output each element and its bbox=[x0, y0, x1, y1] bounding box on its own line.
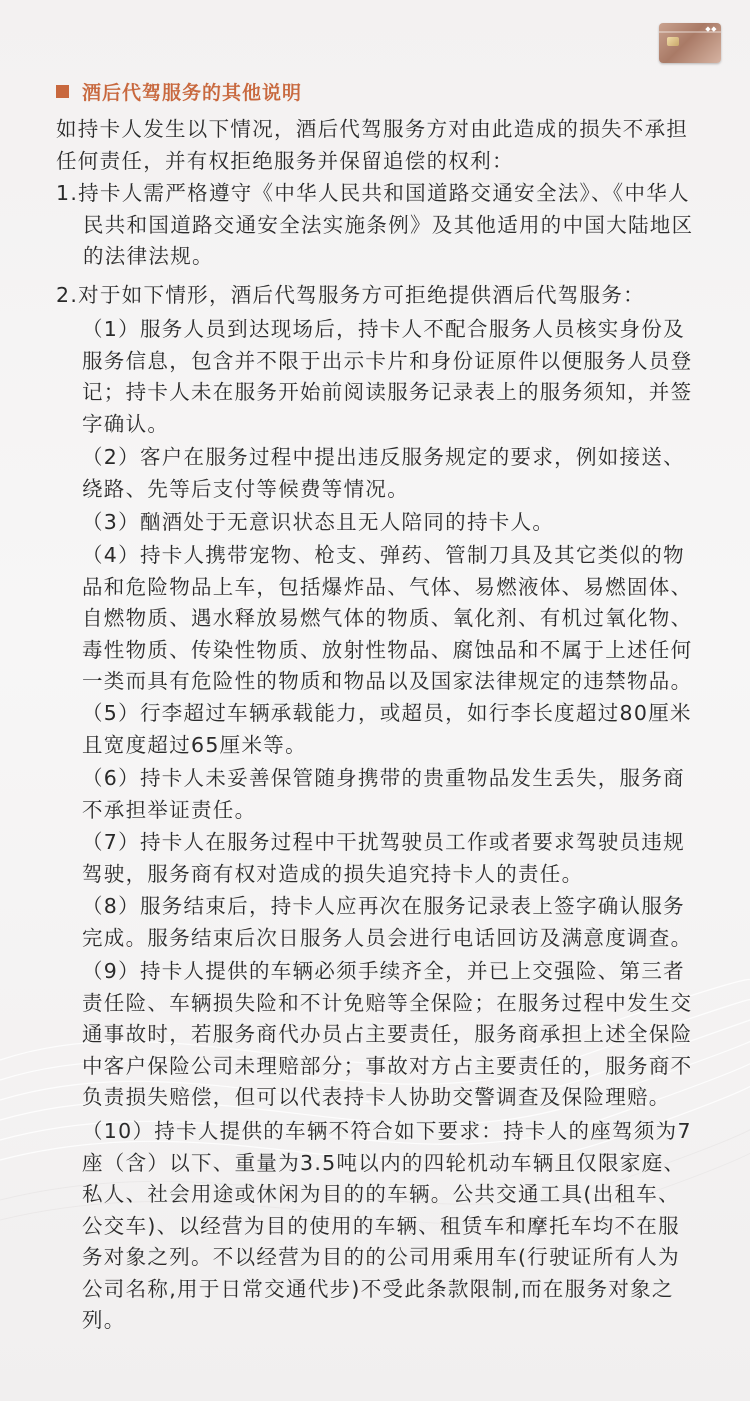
sub-list-item: （5）行李超过车辆承载能力，或超员，如行李长度超过80厘米且宽度超过65厘米等。 bbox=[82, 701, 692, 757]
section-heading bbox=[56, 78, 302, 105]
card-chip-icon bbox=[667, 37, 679, 46]
list-item: 1.持卡人需严格遵守《中华人民共和国道路交通安全法》、《中华人民共和国道路交通安全法实施条例》及其他适用的中国大陆地区的法律法规。 bbox=[56, 181, 694, 268]
sub-list-item: （1）服务人员到达现场后，持卡人不配合服务人员核实身份及服务信息，包含并不限于出示卡片和身份证原件以便服务人员登记；持卡人未在服务开始前阅读服务记录表上的服务须知，并签字确认。 bbox=[82, 317, 693, 436]
sub-list-item: （3）酗酒处于无意识状态且无人陪同的持卡人。 bbox=[82, 510, 555, 534]
sub-list-item: （8）服务结束后，持卡人应再次在服务记录表上签字确认服务完成。服务结束后次日服务人员会进行电话回访及满意度调查。 bbox=[82, 894, 693, 950]
sub-list-item: （9）持卡人提供的车辆必须手续齐全，并已上交强险、第三者责任险、车辆损失险和不计免赔等全保险；在服务过程中发生交通事故时，若服务商代办员占主要责任，服务商承担上述全保险中客户保险公司未理赔部分；事故对方占主要责任的，服务商不负责损失赔偿，但可以代表持卡人协助交警调查及保险理赔。 bbox=[82, 959, 693, 1109]
sub-list-item: （2）客户在服务过程中提出违反服务规定的要求，例如接送、绕路、先等后支付等候费等情况。 bbox=[82, 445, 685, 501]
bank-card-icon bbox=[659, 23, 721, 63]
sub-list-item: （7）持卡人在服务过程中干扰驾驶员工作或者要求驾驶员违规驾驶，服务商有权对造成的损失追究持卡人的责任。 bbox=[82, 830, 685, 886]
intro-paragraph: 如持卡人发生以下情况，酒后代驾服务方对由此造成的损失不承担任何责任，并有权拒绝服务并保留追偿的权利： bbox=[56, 117, 689, 173]
sub-list-item: （6）持卡人未妥善保管随身携带的贵重物品发生丢失，服务商不承担举证责任。 bbox=[82, 766, 685, 822]
list-item: 2.对于如下情形，酒后代驾服务方可拒绝提供酒后代驾服务： bbox=[56, 283, 645, 307]
section-title: 酒后代驾服务的其他说明 bbox=[82, 82, 303, 104]
sub-list-item: （10）持卡人提供的车辆不符合如下要求：持卡人的座驾须为7座（含）以下、重量为3.5吨以内的四轮机动车辆且仅限家庭、私人、社会用途或休闲为目的的车辆。公共交通工具(出租车、公交车)、以经营为目的使用的车辆、租赁车和摩托车均不在服务对象之列。不以经营为目的的公司用乘用车(行驶证所有人为公司名称,用于日常交通代步)不受此条款限制,而在服务对象之列。 bbox=[82, 1119, 692, 1332]
card-brand-mark: ◆◆ bbox=[705, 25, 717, 33]
square-bullet-icon bbox=[56, 85, 69, 98]
sub-list-item: （4）持卡人携带宠物、枪支、弹药、管制刀具及其它类似的物品和危险物品上车，包括爆炸品、气体、易燃液体、易燃固体、自燃物质、遇水释放易燃气体的物质、氧化剂、有机过氧化物、毒性物质、传染性物质、放射性物品、腐蚀品和不属于上述任何一类而具有危险性的物质和物品以及国家法律规定的违禁物品。 bbox=[82, 543, 693, 693]
